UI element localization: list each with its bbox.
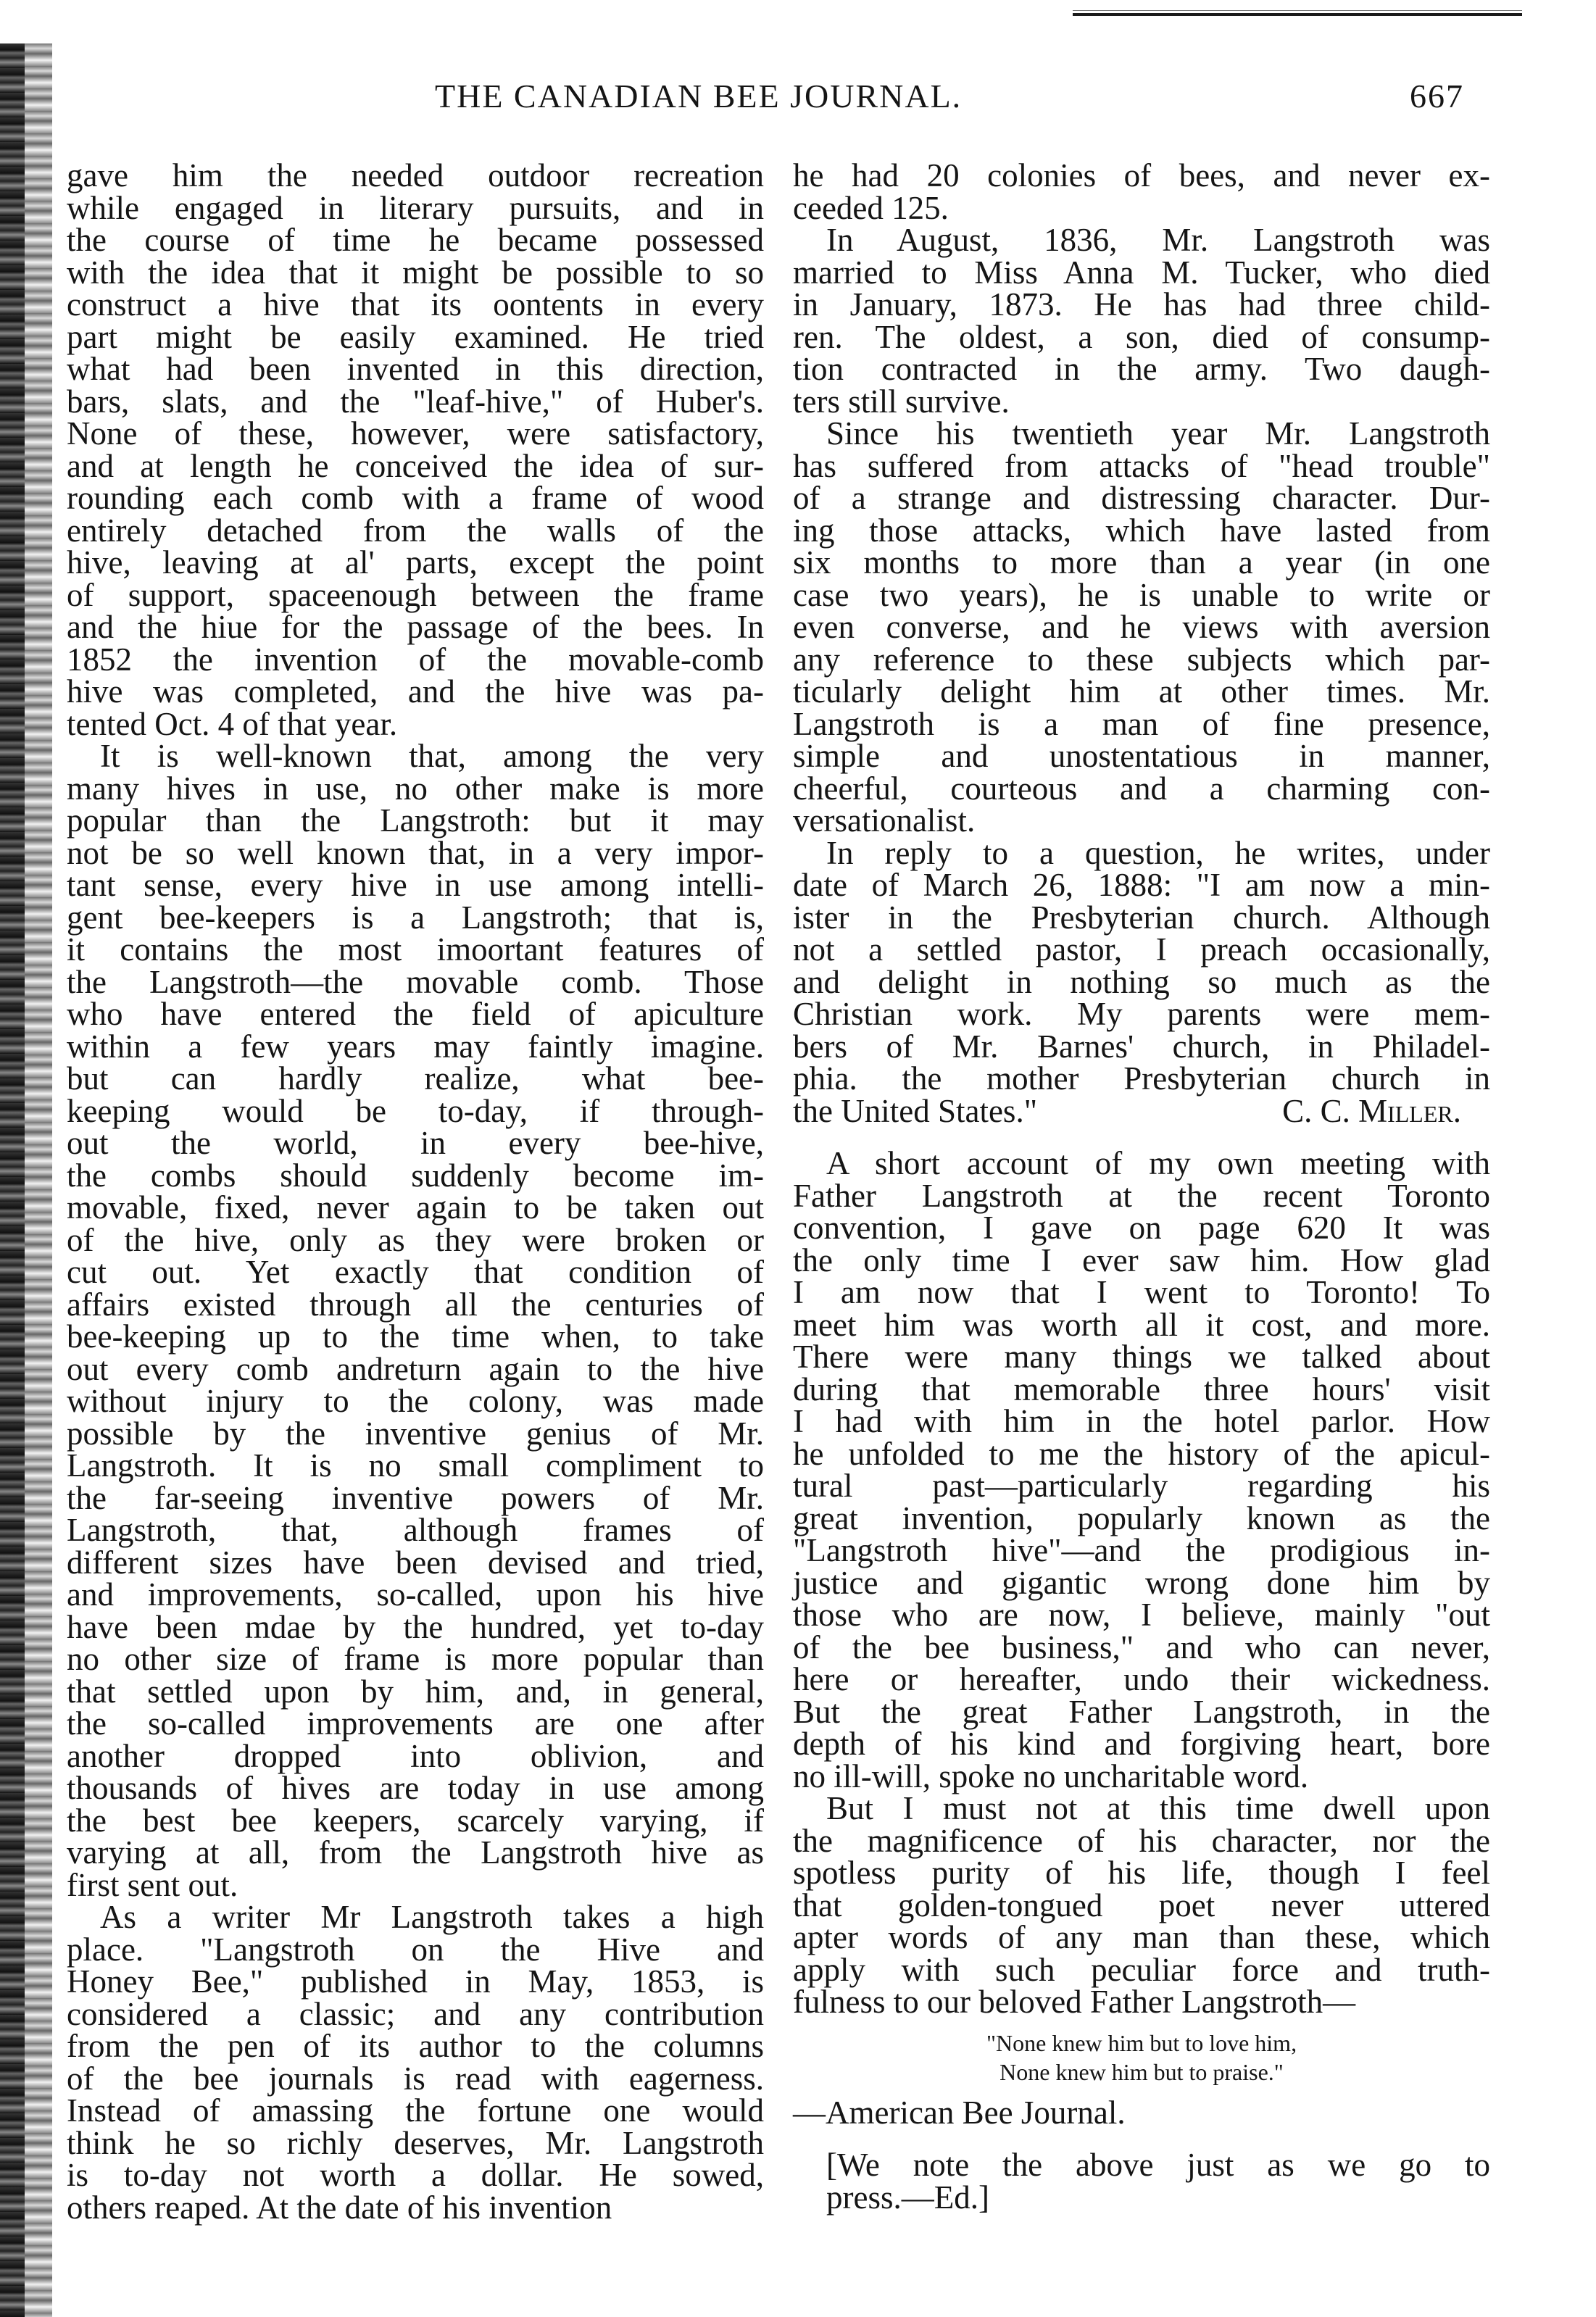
top-rule [1073, 13, 1522, 16]
text-line: cut out. Yet exactly that condition of [67, 1254, 764, 1290]
text-line: out every comb andreturn again to the hive [67, 1350, 764, 1387]
text-line: convention, I gave on page 620 It was [793, 1210, 1490, 1246]
text-line: with the idea that it might be possible to so [67, 254, 764, 291]
text-line: keeping would be to-day, if through- [67, 1092, 764, 1129]
text-line: bers of Mr. Barnes' church, in Philadel- [793, 1028, 1490, 1065]
text-line: he unfolded to me the history of the apicul- [793, 1435, 1490, 1472]
text-line: of a strange and distressing character. Dur- [793, 480, 1490, 516]
text-line: date of March 26, 1888: "I am now a min- [793, 867, 1490, 903]
text-line: many hives in use, no other make is more [67, 770, 764, 807]
text-line: Instead of amassing the fortune one would [67, 2092, 764, 2129]
text-line: the best bee keepers, scarcely varying, if [67, 1802, 764, 1839]
text-line: A short account of my own meeting with [826, 1145, 1490, 1181]
signature-line [793, 1092, 1490, 1129]
right-column [793, 157, 1490, 2216]
text-line: But the great Father Langstroth, in the [793, 1693, 1490, 1730]
text-line: Langstroth, that, although frames of [67, 1512, 764, 1548]
text-line: that settled upon by him, and, in general, [67, 1673, 764, 1710]
text-line: of the bee journals is read with eagerness. [67, 2060, 764, 2097]
text-line: movable, fixed, never again to be taken out [67, 1189, 764, 1226]
text-line: the Langstroth—the movable comb. Those [67, 963, 764, 1000]
text-line: tion contracted in the army. Two daugh- [793, 351, 1490, 387]
text-line: Since his twentieth year Mr. Langstroth [826, 415, 1490, 452]
text-line: —American Bee Journal. [793, 2094, 1126, 2131]
text-line: rounding each comb with a frame of wood [67, 480, 764, 516]
text-line: any reference to these subjects which par- [793, 641, 1490, 678]
text-line: no other size of frame is more popular than [67, 1641, 764, 1677]
text-line: 1852 the invention of the movable-comb [67, 641, 764, 678]
text-line: ing those attacks, which have lasted from [793, 512, 1490, 549]
text-line: I am now that I went to Toronto! To [793, 1274, 1490, 1310]
signature-line-text: the United States." [793, 1092, 1038, 1129]
text-line: what had been invented in this direction, [67, 351, 764, 387]
text-line: ticularly delight him at other times. Mr. [793, 673, 1490, 710]
text-line: and delight in nothing so much as the [793, 963, 1490, 1000]
text-line: apply with such peculiar force and truth- [793, 1951, 1490, 1988]
scan-binding-shadow [25, 43, 52, 2317]
text-line: ters still survive. [793, 383, 1010, 420]
text-line: those who are now, I believe, mainly "out [793, 1597, 1490, 1633]
text-line: first sent out. [67, 1866, 238, 1903]
text-line: have been mdae by the hundred, yet to-day [67, 1608, 764, 1645]
text-line: has suffered from attacks of "head trouble" [793, 447, 1490, 484]
text-line: construct a hive that its oontents in every [67, 286, 764, 323]
text-line: who have entered the field of apiculture [67, 996, 764, 1032]
text-line: justice and gigantic wrong done him by [793, 1564, 1490, 1601]
journal-title: THE CANADIAN BEE JOURNAL. [435, 78, 963, 115]
text-line: cheerful, courteous and a charming con- [793, 770, 1490, 807]
text-line: case two years), he is unable to write or [793, 576, 1490, 613]
text-line: without injury to the colony, was made [67, 1383, 764, 1419]
text-line: phia. the mother Presbyterian church in [793, 1060, 1490, 1097]
page-number: 667 [1410, 78, 1464, 115]
paragraph-gap [793, 2129, 1490, 2149]
scan-binding-edge [0, 43, 25, 2317]
text-line: the combs should suddenly become im- [67, 1157, 764, 1194]
text-line: Christian work. My parents were mem- [793, 996, 1490, 1032]
text-line: simple and unostentatious in manner, [793, 738, 1490, 774]
text-line: possible by the inventive genius of Mr. [67, 1415, 764, 1452]
text-line: the far-seeing inventive powers of Mr. [67, 1479, 764, 1516]
text-line: hive, leaving at al' parts, except the point [67, 544, 764, 581]
author-signature: C. C. Miller. [1282, 1092, 1461, 1129]
paragraph-gap [793, 1127, 1490, 1147]
text-line: Honey Bee," published in May, 1853, is [67, 1963, 764, 2000]
top-rule-thin [1073, 10, 1522, 11]
text-line: [We note the above just as we go to [826, 2147, 1490, 2183]
text-line: that golden-tongued poet never uttered [793, 1887, 1490, 1923]
text-line: out the world, in every bee-hive, [67, 1125, 764, 1161]
text-line: gent bee-keepers is a Langstroth; that is, [67, 899, 764, 936]
text-line: meet him was worth all it cost, and more. [793, 1306, 1490, 1343]
text-line: popular than the Langstroth: but it may [67, 802, 764, 839]
text-line: ren. The oldest, a son, died of consump- [793, 318, 1490, 355]
text-line: and the hiue for the passage of the bees. In [67, 609, 764, 645]
text-line: fulness to our beloved Father Langstroth— [793, 1984, 1356, 2020]
text-line: great invention, popularly known as the [793, 1499, 1490, 1536]
text-line: of the bee business," and who can never, [793, 1628, 1490, 1665]
text-line: but can hardly realize, what bee- [67, 1060, 764, 1097]
text-line: others reaped. At the date of his invention [67, 2189, 612, 2226]
text-line: the magnificence of his character, nor the [793, 1822, 1490, 1859]
text-line: another dropped into oblivion, and [67, 1737, 764, 1774]
text-line: different sizes have been devised and tried, [67, 1544, 764, 1581]
text-line: from the pen of its author to the columns [67, 2028, 764, 2064]
text-line: no ill-will, spoke no uncharitable word. [793, 1757, 1309, 1794]
text-line: As a writer Mr Langstroth takes a high [100, 1899, 764, 1935]
text-line: the course of time he became possessed [67, 222, 764, 258]
text-line: Langstroth is a man of fine presence, [793, 705, 1490, 742]
text-line: varying at all, from the Langstroth hive as [67, 1834, 764, 1871]
text-line: affairs existed through all the centuries of [67, 1286, 764, 1323]
text-line: think he so richly deserves, Mr. Langstroth [67, 2124, 764, 2161]
text-line: while engaged in literary pursuits, and in [67, 189, 764, 226]
text-line: not a settled pastor, I preach occasionally, [793, 931, 1490, 968]
text-line: six months to more than a year (in one [793, 544, 1490, 581]
text-line: press.—Ed.] [826, 2179, 989, 2216]
text-line: is to-day not worth a dollar. He sowed, [67, 2157, 764, 2193]
text-line: "None knew him but to love him, [986, 2029, 1297, 2056]
text-line: gave him the needed outdoor recreation [67, 157, 764, 194]
text-line: I had with him in the hotel parlor. How [793, 1403, 1490, 1439]
text-line: In reply to a question, he writes, under [826, 834, 1490, 871]
text-line: within a few years may faintly imagine. [67, 1028, 764, 1065]
text-line: bars, slats, and the "leaf-hive," of Huber's. [67, 383, 764, 420]
text-line: But I must not at this time dwell upon [826, 1790, 1490, 1826]
text-line: of the hive, only as they were broken or [67, 1221, 764, 1258]
page-header [435, 77, 1464, 135]
text-line: place. "Langstroth on the Hive and [67, 1931, 764, 1968]
text-line: "Langstroth hive"—and the prodigious in- [793, 1532, 1490, 1568]
text-line: the only time I ever saw him. How glad [793, 1241, 1490, 1278]
text-line: None of these, however, were satisfactory, [67, 415, 764, 452]
text-line: even converse, and he views with aversion [793, 609, 1490, 645]
text-line: It is well-known that, among the very [100, 738, 764, 774]
text-line: Father Langstroth at the recent Toronto [793, 1177, 1490, 1214]
text-line: Langstroth. It is no small compliment to [67, 1447, 764, 1484]
text-line: not be so well known that, in a very impor- [67, 834, 764, 871]
text-line: and at length he conceived the idea of sur- [67, 447, 764, 484]
text-line: thousands of hives are today in use among [67, 1770, 764, 1806]
text-line: None knew him but to praise." [999, 2058, 1284, 2085]
text-line: tant sense, every hive in use among intelli- [67, 867, 764, 903]
text-line: it contains the most imoortant features of [67, 931, 764, 968]
text-line: depth of his kind and forgiving heart, bore [793, 1726, 1490, 1762]
text-line: In August, 1836, Mr. Langstroth was [826, 222, 1490, 258]
text-line: here or hereafter, undo their wickedness. [793, 1661, 1490, 1697]
text-line: There were many things we talked about [793, 1339, 1490, 1375]
text-line: hive was completed, and the hive was pa- [67, 673, 764, 710]
text-line: he had 20 colonies of bees, and never ex- [793, 157, 1490, 194]
text-line: entirely detached from the walls of the [67, 512, 764, 549]
text-line: married to Miss Anna M. Tucker, who died [793, 254, 1490, 291]
text-line: spotless purity of his life, though I feel [793, 1855, 1490, 1891]
text-line: tural past—particularly regarding his [793, 1468, 1490, 1504]
left-column [67, 159, 764, 2224]
text-line: the so-called improvements are one after [67, 1705, 764, 1742]
text-line: ceeded 125. [793, 189, 949, 226]
text-line: versationalist. [793, 802, 976, 839]
text-line: and improvements, so-called, upon his hive [67, 1576, 764, 1613]
text-line: considered a classic; and any contribution [67, 1995, 764, 2032]
text-line: in January, 1873. He has had three child- [793, 286, 1490, 323]
text-line: ister in the Presbyterian church. Although [793, 899, 1490, 936]
text-line: part might be easily examined. He tried [67, 318, 764, 355]
text-line: tented Oct. 4 of that year. [67, 705, 398, 742]
text-line: of support, spaceenough between the frame [67, 576, 764, 613]
text-line: during that memorable three hours' visit [793, 1370, 1490, 1407]
text-line: bee-keeping up to the time when, to take [67, 1318, 764, 1355]
text-line: apter words of any man than these, which [793, 1919, 1490, 1955]
